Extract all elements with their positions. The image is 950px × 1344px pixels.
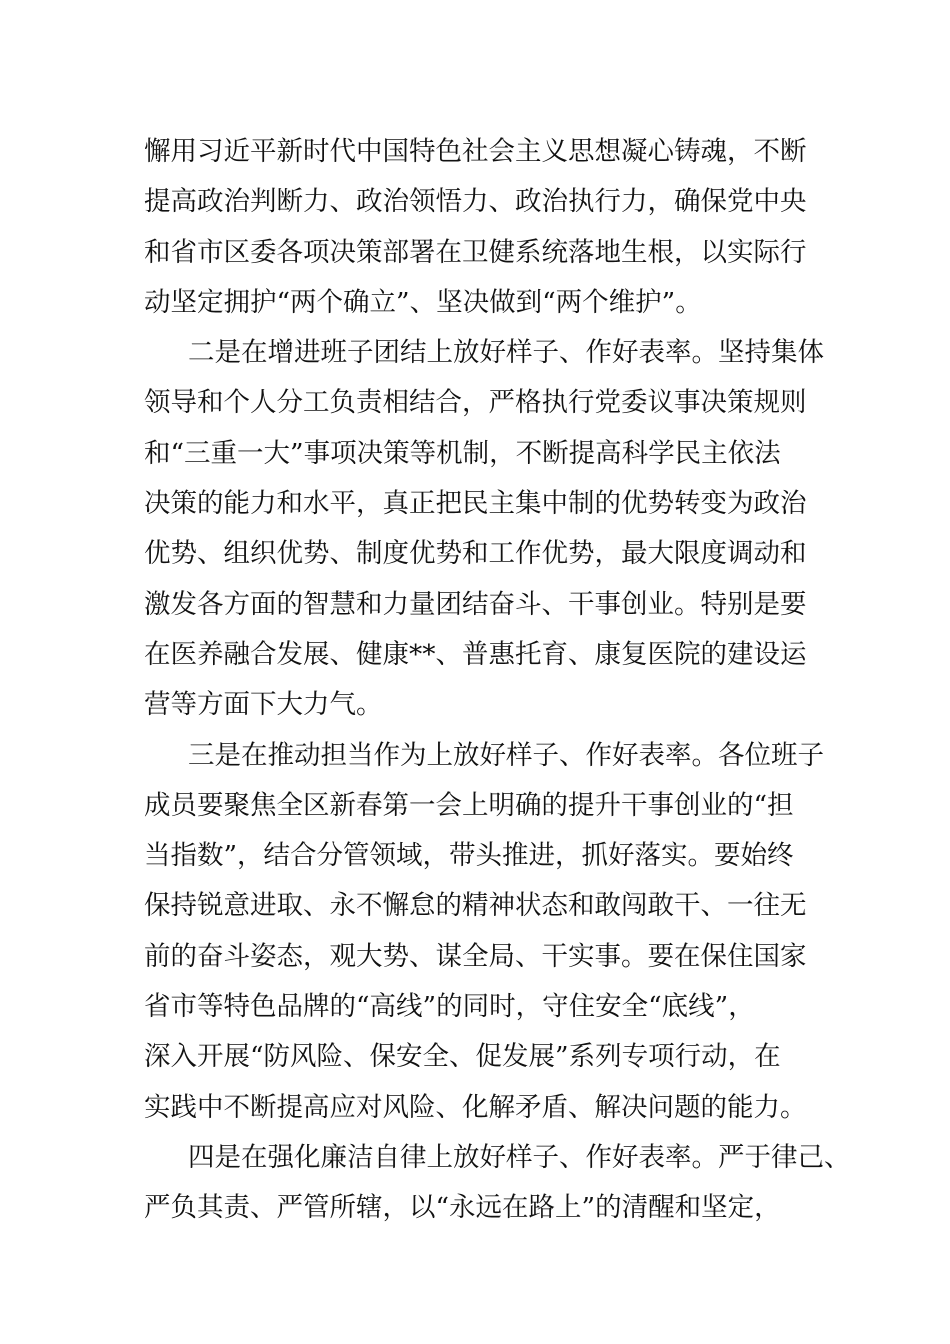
text-line: 动坚定拥护“两个确立”、坚决做到“两个维护”。 <box>144 286 702 318</box>
text-line: 成员要聚焦全区新春第一会上明确的提升干事创业的“担 <box>144 789 794 821</box>
text-line: 激发各方面的智慧和力量团结奋斗、干事创业。特别是要 <box>144 588 807 620</box>
text-line: 决策的能力和水平，真正把民主集中制的优势转变为政治 <box>144 488 807 520</box>
text-line: 当指数”，结合分管领域，带头推进，抓好落实。要始终 <box>144 840 794 872</box>
text-line: 提高政治判断力、政治领悟力、政治执行力，确保党中央 <box>144 186 807 218</box>
text-line: 和省市区委各项决策部署在卫健系统落地生根，以实际行 <box>144 236 807 268</box>
text-line: 营等方面下大力气。 <box>144 689 383 721</box>
text-line: 懈用习近平新时代中国特色社会主义思想凝心铸魂，不断 <box>144 136 807 167</box>
text-line: 严负其责、严管所辖，以“永远在路上”的清醒和坚定， <box>144 1192 781 1224</box>
text-line: 前的奋斗姿态，观大势、谋全局、干实事。要在保住国家 <box>144 940 807 972</box>
document-body <box>144 127 851 1234</box>
paragraph-start-line: 四是在强化廉洁自律上放好样子、作好表率。严于律己、 <box>188 1141 851 1173</box>
text-line: 领导和个人分工负责相结合，严格执行党委议事决策规则 <box>144 387 807 419</box>
text-line: 在医养融合发展、健康**、普惠托育、康复医院的建设运 <box>144 638 807 670</box>
paragraph-start-line: 三是在推动担当作为上放好样子、作好表率。各位班子 <box>188 739 824 771</box>
text-line: 优势、组织优势、制度优势和工作优势，最大限度调动和 <box>144 538 807 570</box>
text-line: 省市等特色品牌的“高线”的同时，守住安全“底线”， <box>144 991 755 1023</box>
text-line: 实践中不断提高应对风险、化解矛盾、解决问题的能力。 <box>144 1091 807 1123</box>
text-line: 深入开展“防风险、保安全、促发展”系列专项行动，在 <box>144 1041 781 1073</box>
paragraph-start-line: 二是在增进班子团结上放好样子、作好表率。坚持集体 <box>188 337 824 369</box>
text-line: 和“三重一大”事项决策等机制，不断提高科学民主依法 <box>144 437 781 469</box>
text-line: 保持锐意进取、永不懈怠的精神状态和敢闯敢干、一往无 <box>144 890 807 922</box>
